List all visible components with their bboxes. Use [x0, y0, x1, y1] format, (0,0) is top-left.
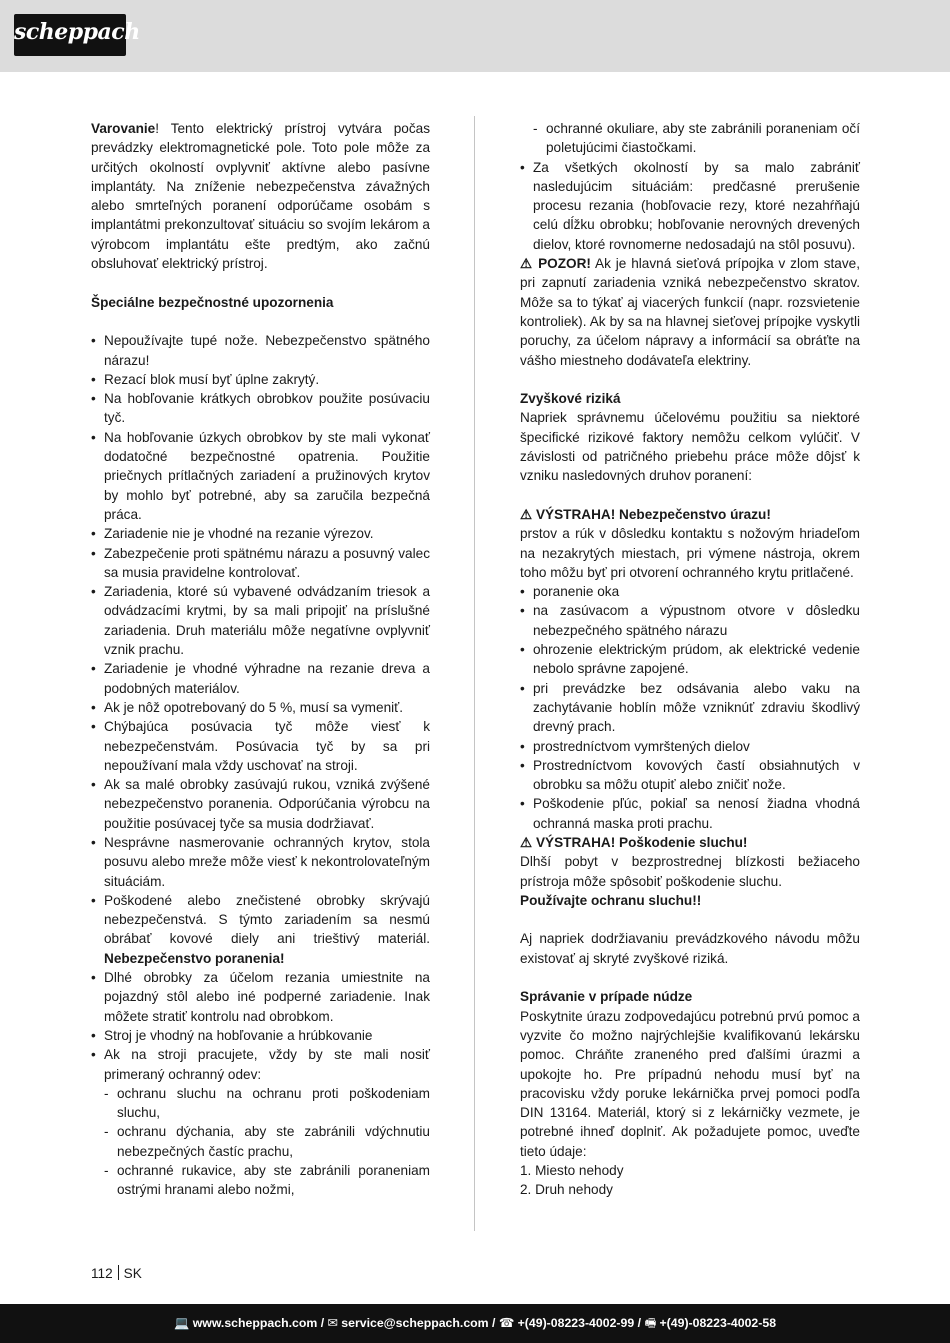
- header-bar: [0, 0, 950, 72]
- phone-icon: ☎: [498, 1316, 515, 1330]
- list-item: • na zasúvacom a výpustnom otvore v dôsledku nebezpečného spätného nárazu: [520, 601, 860, 640]
- list-item: • Rezací blok musí byť úplne zakrytý.: [91, 370, 430, 389]
- list-item: • Zariadenia, ktoré sú vybavené odvádzaním triesok a odvádzacími krytmi, by sa mali pripojiť na príslušné zariadenia. Druh materiálu môže negatívne ovplyvniť vznik prachu.: [91, 582, 430, 659]
- mail-icon: ✉: [327, 1316, 338, 1330]
- emergency-text: Poskytnite úrazu zodpovedajúcu potrebnú prvú pomoc a vyzvite čo možno najrýchlejšie kvalifikovanú lekársku pomoc. Chráňte zraneného pred ďalšími úrazmi a upokojte ho. Pre prípadnú nehodu musí byť na pracovisku vždy poruke lekárnička prvej pomoci podľa DIN 13164. Materiál, ktorý si z lekárničky vezmete, je potrebné ihneď doplniť. Ak požadujete pomoc, uveďte tieto údaje:: [520, 1008, 860, 1159]
- list-subitem: - ochranu sluchu na ochranu proti poškodeniam sluchu,: [91, 1084, 430, 1123]
- list-item: • Stroj je vhodný na hobľovanie a hrúbkovanie: [91, 1026, 430, 1045]
- page-number-separator: [118, 1265, 119, 1280]
- right-column: [520, 119, 860, 1200]
- hearing-warning-text: Dlhší pobyt v bezprostrednej blízkosti bežiaceho prístroja môže spôsobiť poškodenie sluchu.: [520, 854, 860, 889]
- list-item: • Prostredníctvom kovových častí obsiahnutých v obrobku sa môžu otupiť alebo zničiť nože.: [520, 756, 860, 795]
- list-item: • Nesprávne nasmerovanie ochranných krytov, stola posuvu alebo mreže môže viesť k nekontrolovateľným situáciám.: [91, 833, 430, 891]
- list-item: • Chýbajúca posúvacia tyč môže viesť k nebezpečenstvám. Posúvacia tyč by sa pri nepoužívaní mala vždy uschovať na stroji.: [91, 717, 430, 775]
- list-item: • ohrozenie elektrickým prúdom, ak elektrické vedenie nebolo správne zapojené.: [520, 640, 860, 679]
- safety-bullet-list: [91, 331, 430, 1199]
- list-item: • Dlhé obrobky za účelom rezania umiestnite na pojazdný stôl alebo iné podperné zariadenie. Inak môžete stratiť kontrolu nad obrobkom.: [91, 968, 430, 1026]
- list-item: • Nepoužívajte tupé nože. Nebezpečenstvo spätného nárazu!: [91, 331, 430, 370]
- emergency-list-item: 1. Miesto nehody: [520, 1163, 624, 1179]
- damaged-workpieces-text: Poškodené alebo znečistené obrobky skrývajú nebezpečenstvá. S týmto zariadením sa nesmú obrábať kovové diely ani trieštivý materiál.: [104, 892, 430, 947]
- logo-text: scheppach: [14, 19, 140, 45]
- warning-label: Varovanie: [91, 121, 156, 136]
- injury-danger-bold: Nebezpečenstvo poranenia!: [104, 950, 285, 966]
- list-item: • pri prevádzke bez odsávania alebo vaku na zachytávanie hoblín môže vzniknúť zdraviu škodlivý drevný prach.: [520, 679, 860, 737]
- service-email-link[interactable]: service@scheppach.com /: [341, 1316, 496, 1330]
- language-code: SK: [123, 1266, 142, 1281]
- fax-number: +(49)-08223-4002-58: [659, 1316, 777, 1330]
- footer-bar: [0, 1304, 950, 1343]
- page-number-value: 112: [91, 1266, 113, 1281]
- emergency-list-item: 2. Druh nehody: [520, 1182, 613, 1198]
- computer-icon: 💻: [173, 1316, 190, 1330]
- list-item: • Na hobľovanie krátkych obrobkov použite posúvaciu tyč.: [91, 389, 430, 428]
- column-divider: [474, 116, 475, 1231]
- list-item: • Na hobľovanie úzkych obrobkov by ste mali vykonať dodatočné bezpečnostné opatrenia. Použitie priečnych prítlačných zariadení a pružinových krytov by mohlo byť potrebné, aby sa zaručila bezpečná práca.: [91, 428, 430, 524]
- phone-number: +(49)-08223-4002-99 /: [517, 1316, 642, 1330]
- special-safety-heading: Špeciálne bezpečnostné upozornenia: [91, 294, 334, 310]
- pozor-paragraph: [520, 254, 860, 370]
- emf-warning-paragraph: [91, 119, 430, 273]
- fax-icon: 🖷: [644, 1316, 657, 1330]
- list-item: • Zariadenie nie je vhodné na rezanie výrezov.: [91, 524, 430, 543]
- pozor-text: Ak je hlavná sieťová prípojka v zlom stave, pri zapnutí zariadenia vzniká nebezpečenstvo skratov. Môže sa to týkať aj viacerých funkcií (napr. rozsvietenie kontroliek). Ak by sa na hlavnej sieťovej prípojke vyskytli poruchy, za účelom nápravy a informácií sa obráťte na vášho miestneho dodávateľa elektriny.: [520, 256, 860, 368]
- injury-warning-text: prstov a rúk v dôsledku kontaktu s nožovým hriadeľom na nezakrytých miestach, pri výmene nástroja, okrem toho môžu byť pri otvorení ochranného krytu pritlačené.: [520, 526, 860, 580]
- list-item: • Za všetkých okolností by sa malo zabrániť nasledujúcim situáciám: predčasné prerušenie procesu rezania (hobľovacie rezy, ktoré nezahŕňajú celú dĺžku obrobku; hobľovanie nerovných drevených dielov, ktoré rovnomerne nedosadajú na stôl posuvu).: [520, 158, 860, 254]
- emergency-heading: Správanie v prípade núdze: [520, 989, 693, 1005]
- left-column: [91, 119, 430, 1200]
- website-link[interactable]: www.scheppach.com /: [192, 1316, 325, 1330]
- injury-warning-heading: ⚠ VÝSTRAHA! Nebezpečenstvo úrazu!: [520, 506, 771, 522]
- warning-text: ! Tento elektrický prístroj vytvára počas prevádzky elektromagnetické pole. Toto pole môže za určitých okolností ovplyvniť aktívne alebo pasívne implantáty. Na zníženie nebezpečenstva závažných alebo smrteľných poranení odporúčame osobám s implantátmi prekonzultovať situáciu so svojím lekárom a výrobcom implantátu ešte predtým, ako začnú obsluhovať elektrický prístroj.: [91, 121, 430, 272]
- residual-risks-heading: Zvyškové riziká: [520, 391, 621, 407]
- list-item: [91, 891, 430, 968]
- hearing-protection-note: Používajte ochranu sluchu!!: [520, 892, 702, 908]
- list-subitem: - ochranu dýchania, aby ste zabránili vdýchnutiu nebezpečných častíc prachu,: [91, 1122, 430, 1161]
- list-subitem: - ochranné okuliare, aby ste zabránili poraneniam očí poletujúcimi čiastočkami.: [520, 119, 860, 158]
- list-item: • Ak sa malé obrobky zasúvajú rukou, vzniká zvýšené nebezpečenstvo poranenia. Odporúčania výrobcu na použitie posúvacej tyče sa musia dodržiavať.: [91, 775, 430, 833]
- list-item: • Zariadenie je vhodné výhradne na rezanie dreva a podobných materiálov.: [91, 659, 430, 698]
- injury-bullet-list: [520, 582, 860, 833]
- residual-risks-text: Napriek správnemu účelovému použitiu sa niektoré špecifické rizikové faktory nemôžu celkom vylúčiť. V závislosti od patričného priebehu práce môže dôjsť k vzniku nasledovných druhov poranení:: [520, 410, 860, 484]
- pozor-label: ⚠ POZOR!: [520, 256, 591, 272]
- scheppach-logo: [14, 14, 140, 56]
- hearing-warning-heading: ⚠ VÝSTRAHA! Poškodenie sluchu!: [520, 834, 748, 850]
- page-number: [91, 1265, 142, 1281]
- list-item: • Ak na stroji pracujete, vždy by ste mali nosiť primeraný ochranný odev:: [91, 1045, 430, 1084]
- list-item: • Zabezpečenie proti spätnému nárazu a posuvný valec sa musia pravidelne kontrolovať.: [91, 544, 430, 583]
- list-item: • Ak je nôž opotrebovaný do 5 %, musí sa vymeniť.: [91, 698, 430, 717]
- list-subitem: - ochranné rukavice, aby ste zabránili poraneniam ostrými hranami alebo nožmi,: [91, 1161, 430, 1200]
- list-item: • poranenie oka: [520, 582, 860, 601]
- hidden-risks-text: Aj napriek dodržiavaniu prevádzkového návodu môžu existovať aj skryté zvyškové riziká.: [520, 931, 860, 966]
- list-item: • prostredníctvom vymrštených dielov: [520, 737, 860, 756]
- continued-list: [520, 119, 860, 254]
- list-item: • Poškodenie pľúc, pokiaľ sa nenosí žiadna vhodná ochranná maska proti prachu.: [520, 794, 860, 833]
